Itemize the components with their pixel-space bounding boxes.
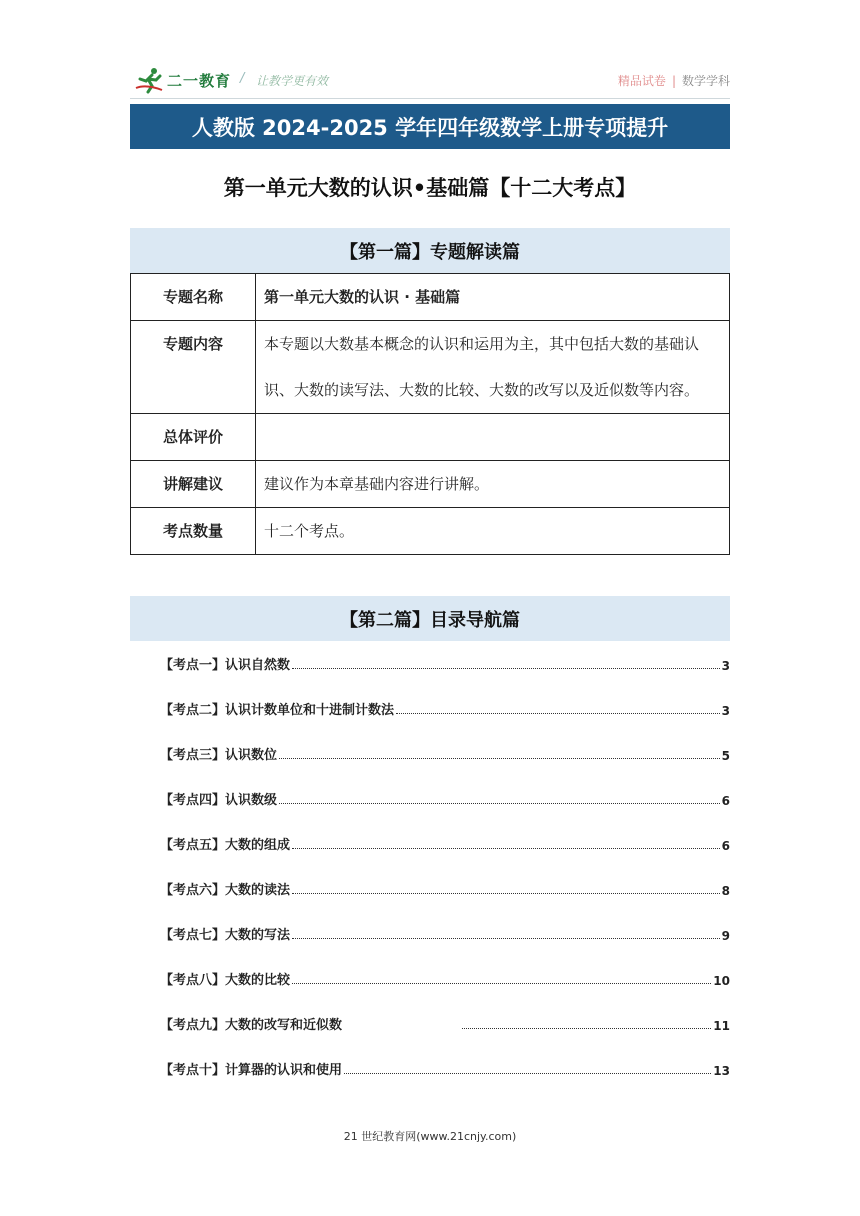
toc-leader-dots [292, 938, 720, 939]
toc-entry-label: 【考点九】大数的改写和近似数 [160, 1018, 343, 1033]
toc-entry[interactable] [160, 968, 730, 988]
toc-entry-page: 13 [713, 1064, 730, 1078]
row-value: 第一单元大数的认识 · 基础篇 [256, 274, 730, 321]
toc-leader-dots [292, 893, 720, 894]
toc-entry-page: 6 [721, 839, 730, 853]
row-value: 十二个考点。 [256, 508, 730, 555]
toc-entry-page: 9 [721, 929, 730, 943]
toc-entry[interactable] [160, 698, 730, 718]
toc-entry-label: 【考点六】大数的读法 [160, 883, 291, 898]
toc-entry-label: 【考点五】大数的组成 [160, 838, 291, 853]
runner-logo-icon [134, 66, 164, 94]
row-value: 本专题以大数基本概念的认识和运用为主，其中包括大数的基础认识、大数的读写法、大数的比较、大数的改写以及近似数等内容。 [256, 321, 730, 414]
toc-entry-page: 3 [721, 704, 730, 718]
toc-entry-page: 5 [721, 749, 730, 763]
toc-entry-page: 8 [721, 884, 730, 898]
row-key: 考点数量 [131, 508, 256, 555]
slogan: 让教学更有效 [256, 74, 329, 88]
title-banner [130, 104, 730, 149]
toc-entry[interactable] [160, 743, 730, 763]
tag-subject: 数学学科 [681, 74, 730, 88]
toc-leader-dots [462, 1028, 711, 1029]
toc-entry[interactable] [160, 1013, 730, 1033]
toc-entry[interactable] [160, 788, 730, 808]
page-header [130, 66, 730, 96]
row-key: 专题名称 [131, 274, 256, 321]
row-key: 专题内容 [131, 321, 256, 414]
toc-leader-dots [344, 1073, 711, 1074]
toc-leader-dots [292, 983, 711, 984]
toc-leader-dots [292, 848, 720, 849]
toc-entry-label: 【考点四】认识数级 [160, 793, 278, 808]
section-one-heading: 【第一篇】专题解读篇 [130, 228, 730, 273]
row-value [256, 414, 730, 461]
table-row [131, 508, 730, 555]
page-footer: 21 世纪教育网(www.21cnjy.com) [343, 1130, 517, 1143]
toc-leader-dots [292, 668, 720, 669]
toc-leader-dots [279, 758, 720, 759]
row-key: 讲解建议 [131, 461, 256, 508]
toc-entry-page: 3 [721, 659, 730, 673]
table-row [131, 414, 730, 461]
tag-separator: | [671, 74, 676, 88]
brand-name: 二一教育 [167, 72, 232, 90]
table-row [131, 461, 730, 508]
toc-entry-label: 【考点八】大数的比较 [160, 973, 291, 988]
row-key: 总体评价 [131, 414, 256, 461]
toc-entry-label: 【考点二】认识计数单位和十进制计数法 [160, 703, 395, 718]
toc-entry-page: 11 [713, 1019, 730, 1033]
table-row [131, 321, 730, 414]
toc-entry[interactable] [160, 653, 730, 673]
header-slash: / [240, 71, 245, 86]
table-row [131, 274, 730, 321]
page-subtitle: 第一单元大数的认识•基础篇【十二大考点】 [223, 176, 637, 200]
toc-entry-page: 6 [721, 794, 730, 808]
toc-entry-label: 【考点三】认识数位 [160, 748, 278, 763]
header-divider [130, 98, 730, 99]
header-tags [618, 72, 730, 89]
toc-entry[interactable] [160, 878, 730, 898]
toc-entry-label: 【考点十】计算器的认识和使用 [160, 1063, 343, 1078]
toc-leader-dots [396, 713, 720, 714]
banner-title: 人教版 2024-2025 学年四年级数学上册专项提升 [191, 115, 669, 140]
toc-entry[interactable] [160, 923, 730, 943]
toc-entry[interactable] [160, 833, 730, 853]
section-two-heading: 【第二篇】目录导航篇 [130, 596, 730, 641]
row-value: 建议作为本章基础内容进行讲解。 [256, 461, 730, 508]
topic-info-table [130, 273, 730, 555]
toc-entry[interactable] [160, 1058, 730, 1078]
tag-quality: 精品试卷 [617, 74, 666, 88]
toc-entry-label: 【考点七】大数的写法 [160, 928, 291, 943]
toc-leader-dots [279, 803, 720, 804]
toc-entry-page: 10 [713, 974, 730, 988]
toc-entry-label: 【考点一】认识自然数 [160, 658, 291, 673]
